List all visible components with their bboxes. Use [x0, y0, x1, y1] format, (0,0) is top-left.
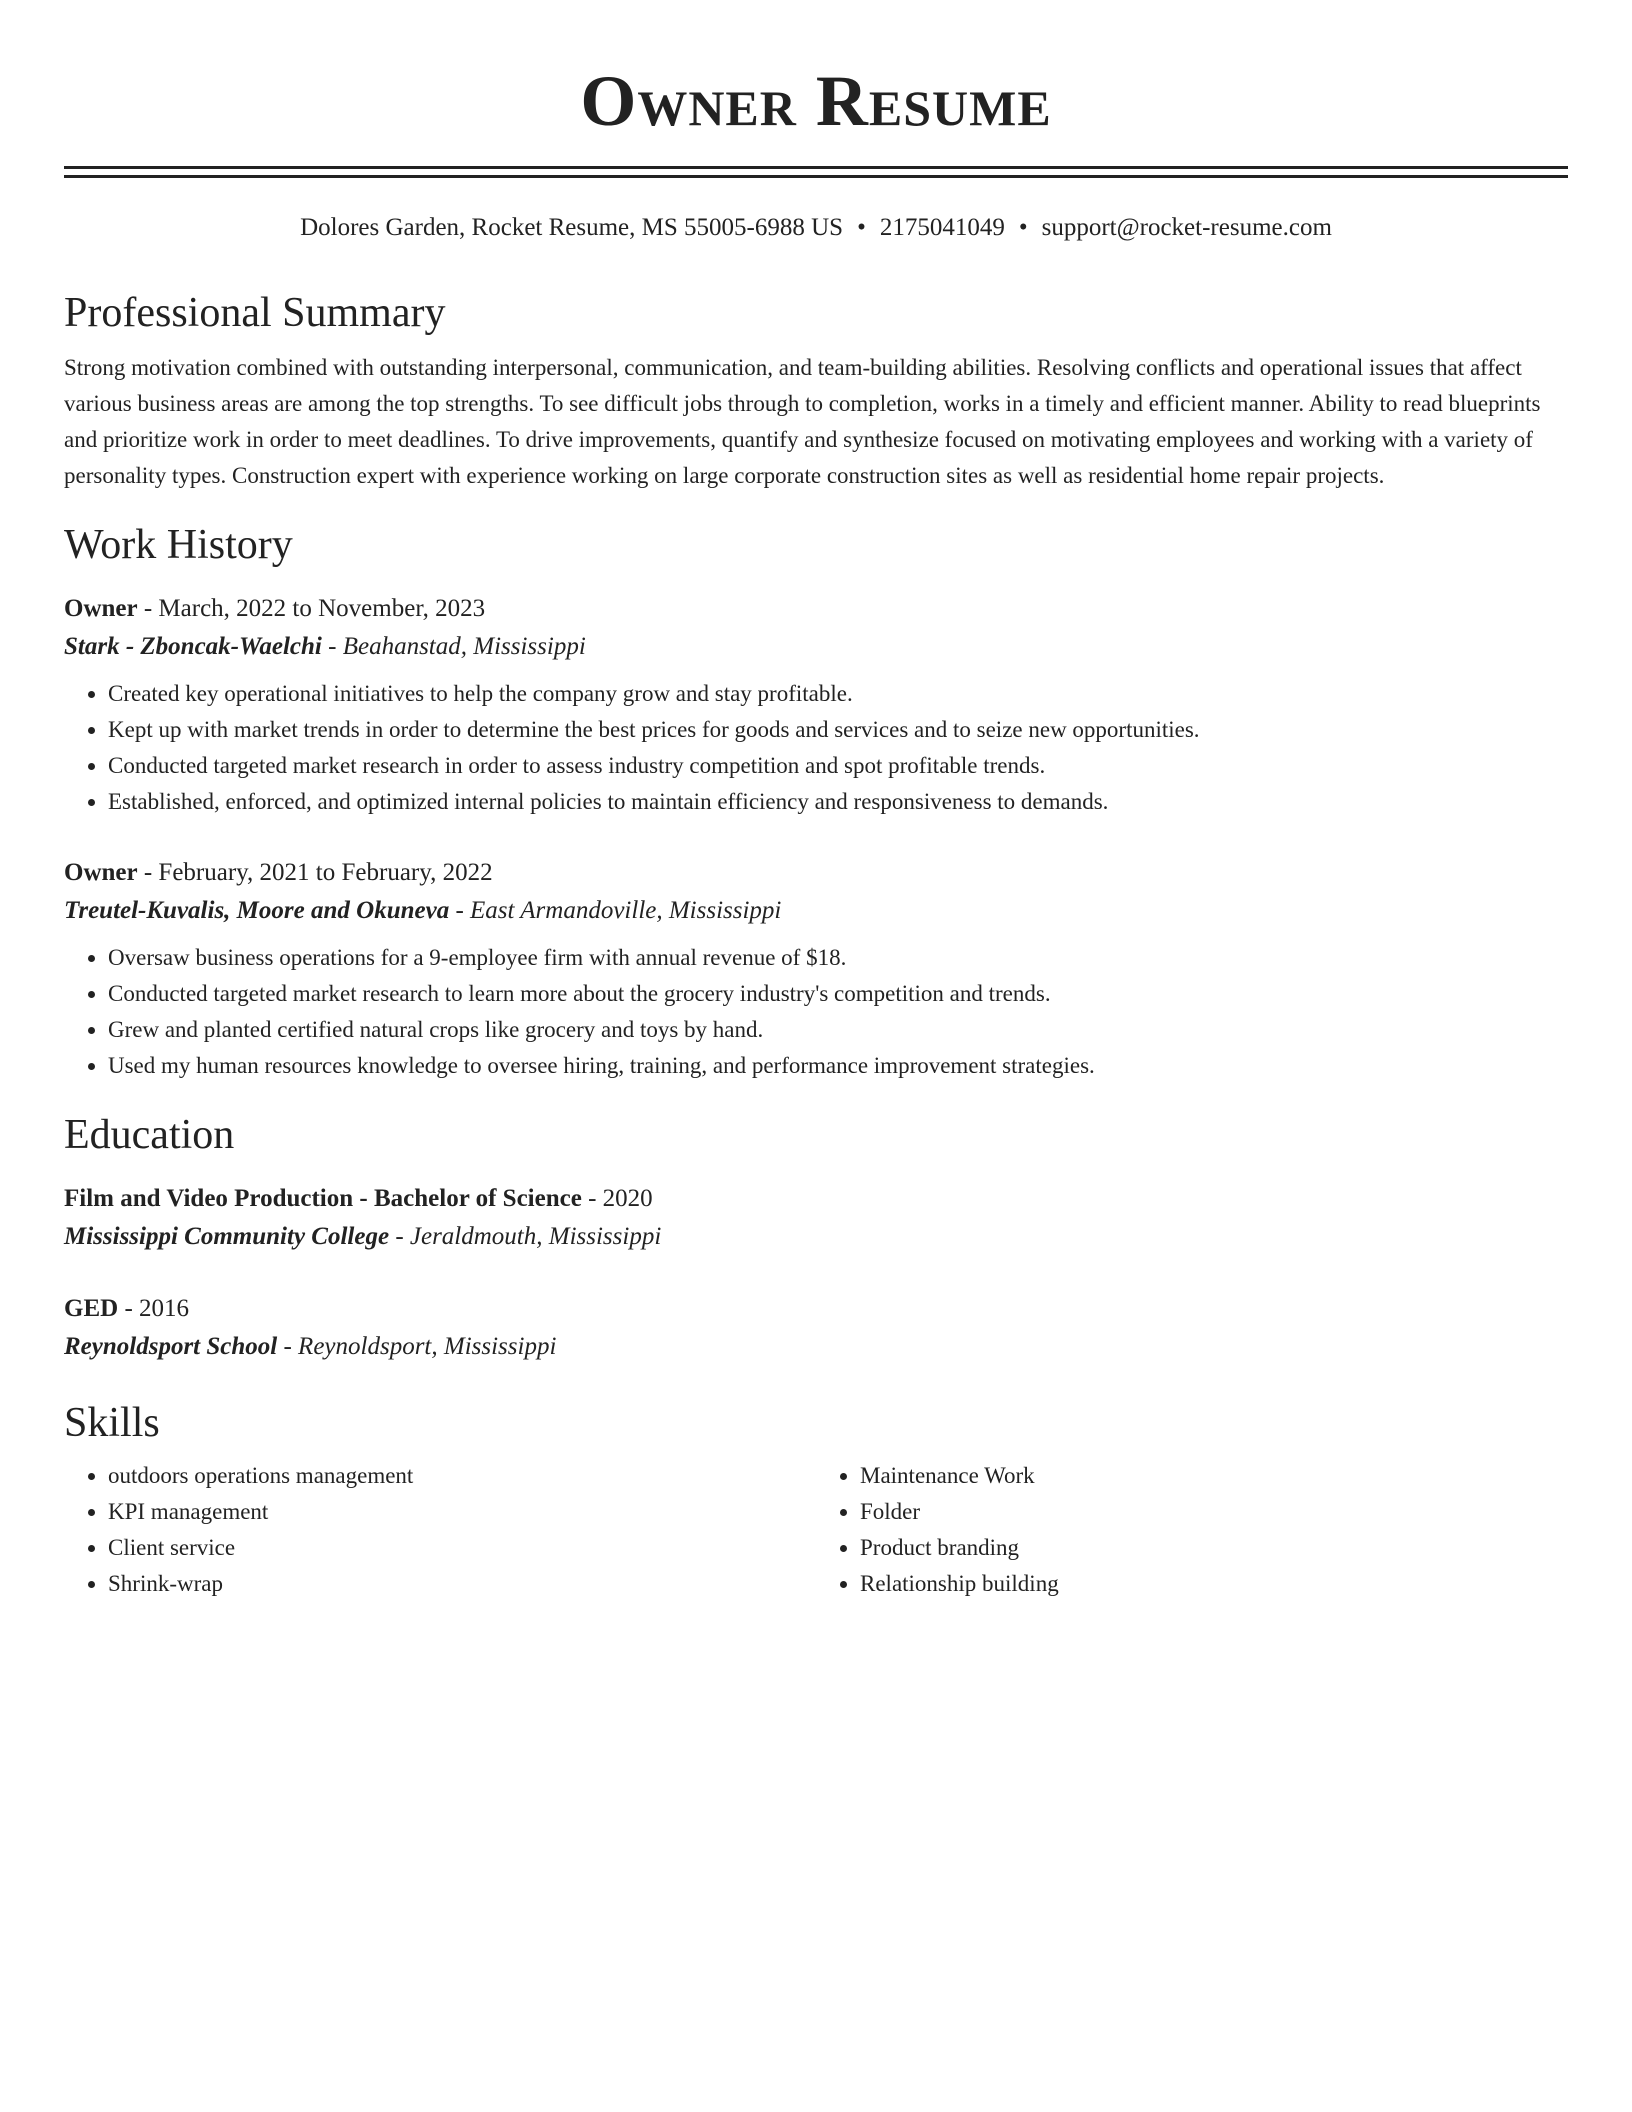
- contact-phone: 2175041049: [879, 214, 1005, 241]
- job-duty: • Established, enforced, and optimized internal policies to maintain efficiency and responsiveness to demands.: [108, 784, 1568, 820]
- job-company: Stark - Zboncak-Waelchi: [64, 633, 322, 660]
- summary-text: Strong motivation combined with outstanding interpersonal, communication, and team-building abilities. Resolving conflicts and operational issues that affect various business areas are among the top strengths. To see difficult jobs through to completion, works in a timely and efficient manner. Ability to read blueprints and prioritize work in order to meet deadlines. To drive improvements, quantify and synthesize focused on motivating employees and working with a variety of personality types. Construction expert with experience working on large corporate construction sites as well as residential home repair projects.: [64, 355, 1541, 488]
- skill-item: • Maintenance Work: [860, 1458, 1568, 1494]
- job-entry: [64, 854, 1568, 1084]
- skills-list-right: [816, 1458, 1568, 1602]
- job-duty: • Kept up with market trends in order to determine the best prices for goods and services and to seize new opportunities.: [108, 712, 1568, 748]
- contact-address: Dolores Garden, Rocket Resume, MS 55005-6988 US: [300, 214, 844, 241]
- job-company-line: [64, 892, 1568, 930]
- skill-item: • Product branding: [860, 1530, 1568, 1566]
- skill-item: • outdoors operations management: [108, 1458, 816, 1494]
- job-dates: - February, 2021 to February, 2022: [137, 859, 493, 886]
- school-line: [64, 1328, 1568, 1366]
- job-entry: [64, 590, 1568, 820]
- job-duty: • Oversaw business operations for a 9-employee firm with annual revenue of $18.: [108, 940, 1568, 976]
- school-location: - Reynoldsport, Mississippi: [277, 1333, 557, 1360]
- degree-line: [64, 1290, 1568, 1328]
- school-name: Reynoldsport School: [64, 1333, 278, 1360]
- job-dates: - March, 2022 to November, 2023: [137, 595, 486, 622]
- degree-name: GED: [64, 1295, 119, 1322]
- skill-item: • Shrink-wrap: [108, 1566, 816, 1602]
- job-duty: • Grew and planted certified natural crops like grocery and toys by hand.: [108, 1012, 1568, 1048]
- job-company-line: [64, 628, 1568, 666]
- skills-heading: Skills: [64, 1400, 160, 1446]
- skill-item: • Folder: [860, 1494, 1568, 1530]
- job-duty: • Created key operational initiatives to help the company grow and stay profitable.: [108, 676, 1568, 712]
- skill-item: • Client service: [108, 1530, 816, 1566]
- job-location: - Beahanstad, Mississippi: [321, 633, 586, 660]
- education-heading: Education: [64, 1112, 235, 1158]
- job-title-line: [64, 854, 1568, 892]
- title-double-rule: [64, 166, 1568, 178]
- skill-item: • Relationship building: [860, 1566, 1568, 1602]
- degree-name: Film and Video Production - Bachelor of Science: [64, 1185, 582, 1212]
- skill-item: • KPI management: [108, 1494, 816, 1530]
- job-duty: • Conducted targeted market research in order to assess industry competition and spot profitable trends.: [108, 748, 1568, 784]
- school-location: - Jeraldmouth, Mississippi: [389, 1223, 662, 1250]
- job-duty: • Used my human resources knowledge to oversee hiring, training, and performance improvement strategies.: [108, 1048, 1568, 1084]
- school-line: [64, 1218, 1568, 1256]
- contact-separator: •: [1018, 214, 1028, 241]
- job-location: - East Armandoville, Mississippi: [449, 897, 782, 924]
- education-entry: [64, 1180, 1568, 1256]
- degree-year: - 2016: [118, 1295, 190, 1322]
- contact-email[interactable]: support@rocket-resume.com: [1041, 214, 1332, 241]
- school-name: Mississippi Community College: [64, 1223, 390, 1250]
- job-company: Treutel-Kuvalis, Moore and Okuneva: [64, 897, 450, 924]
- contact-line: [64, 212, 1568, 244]
- skills-list-left: [64, 1458, 816, 1602]
- skills-grid: [64, 1458, 1568, 1602]
- resume-title: Owner Resume: [580, 61, 1052, 141]
- job-duties-list: [64, 676, 1568, 820]
- degree-line: [64, 1180, 1568, 1218]
- education-entry: [64, 1290, 1568, 1366]
- job-title: Owner: [64, 859, 138, 886]
- job-duty: • Conducted targeted market research to learn more about the grocery industry's competition and trends.: [108, 976, 1568, 1012]
- job-duties-list: [64, 940, 1568, 1084]
- work-history-heading: Work History: [64, 522, 293, 568]
- job-title: Owner: [64, 595, 138, 622]
- job-title-line: [64, 590, 1568, 628]
- summary-heading: Professional Summary: [64, 290, 446, 336]
- degree-year: - 2020: [581, 1185, 653, 1212]
- contact-separator: •: [857, 214, 866, 241]
